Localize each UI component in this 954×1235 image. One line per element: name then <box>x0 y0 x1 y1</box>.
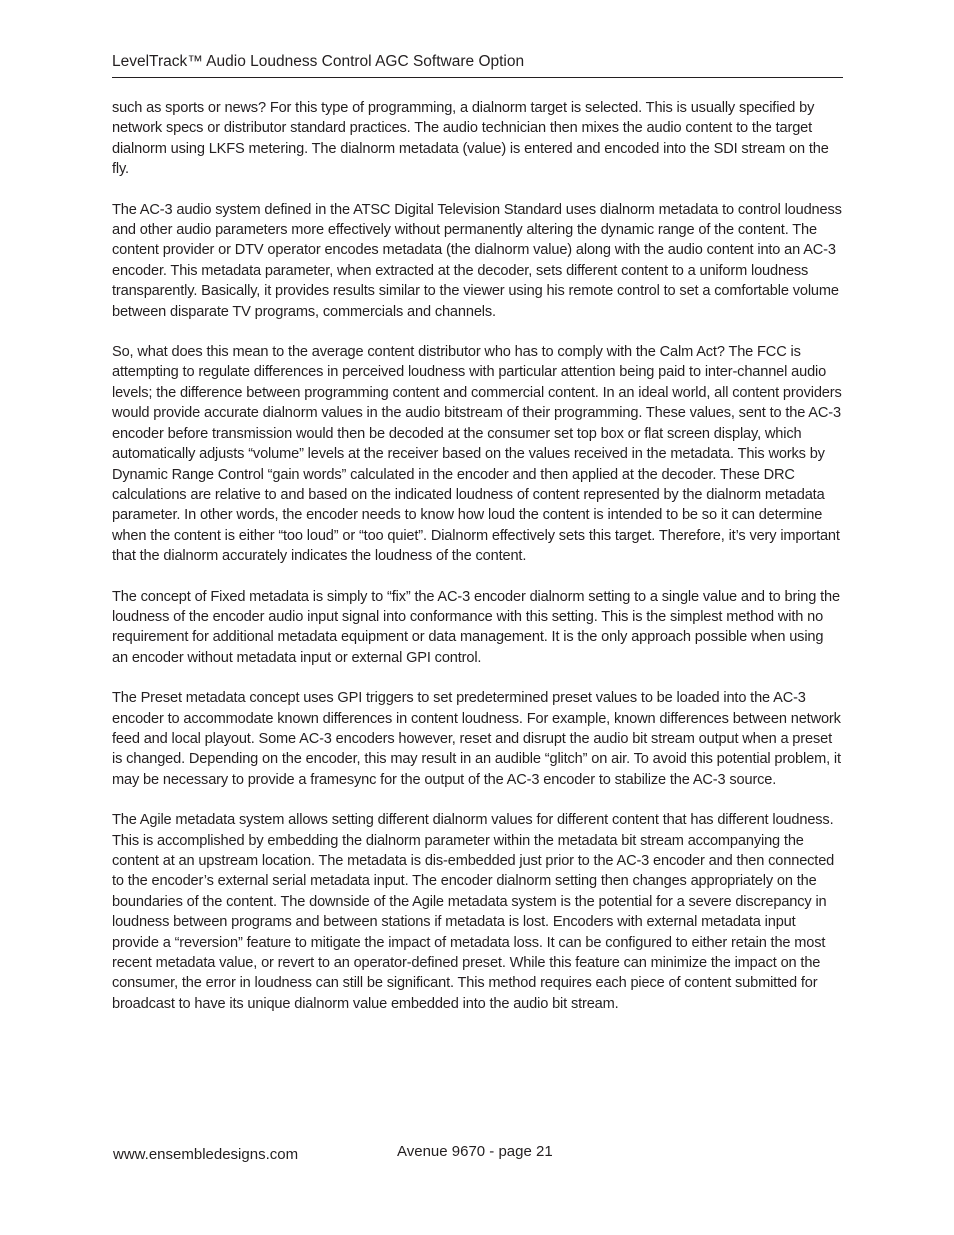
paragraph-ac3-system: The AC-3 audio system defined in the ATSC Digital Television Standard uses dialnorm metadata to control loudness and other audio parameters more effectively without permanently altering the dynamic range of the content. The content provider or DTV operator encodes metadata (the dialnorm value) along with the audio content into an AC-3 encoder. This metadata parameter, when extracted at the decoder, sets different content to a uniform loudness transparently. Basically, it provides results similar to the viewer using his remote control to set a comfortable volume between disparate TV programs, commercials and channels. <box>112 201 842 320</box>
page-header <box>112 51 843 78</box>
footer-page-number: Avenue 9670 - page 21 <box>397 1143 553 1160</box>
header-title: LevelTrack™ Audio Loudness Control AGC Software Option <box>112 53 525 70</box>
footer-website: www.ensembledesigns.com <box>113 1146 299 1163</box>
paragraph-agile-metadata: The Agile metadata system allows setting different dialnorm values for different content that has different loudness. This is accomplished by embedding the dialnorm parameter within the metadata bit stream accompanying the content at an upstream location. The metadata is dis-embedded just prior to the AC-3 encoder and then connected to the encoder’s external serial metadata input. The encoder dialnorm setting then changes appropriately on the boundaries of the content. The downside of the Agile metadata system is the potential for a severe discrepancy in loudness between programs and between stations if metadata is lost. Encoders with external metadata input provide a “reversion” feature to mitigate the impact of metadata loss. It can be configured to either retain the most recent metadata value, or revert to an operator-defined preset. While this feature can minimize the impact on the consumer, the error in loudness can still be significant. This method requires each piece of content submitted for broadcast to have its unique dialnorm value embedded into the audio bit stream. <box>112 812 835 1012</box>
paragraph-dialnorm-target: such as sports or news? For this type of programming, a dialnorm target is selected. This is usually specified by network specs or distributor standard practices. The audio technician then mixes the audio content to the target dialnorm using LKFS metering. The dialnorm metadata (value) is entered and encoded into the SDI stream on the fly. <box>112 100 829 178</box>
paragraph-calm-act: So, what does this mean to the average content distributor who has to comply with the Calm Act? The FCC is attempting to regulate differences in perceived loudness with particular attention being paid to inter-channel audio levels; the difference between programming content and commercial content. In an ideal world, all content providers would provide accurate dialnorm values in the audio bitstream of their programming. These values, sent to the AC-3 encoder before transmission would then be decoded at the consumer set top box or flat screen display, which automatically adjusts “volume” levels at the receiver based on the values received in the metadata. This works by Dynamic Range Control “gain words” calculated in the encoder and then applied at the decoder. These DRC calculations are relative to and based on the indicated loudness of content represented by the dialnorm metadata parameter. In other words, the encoder needs to know how loud the content is intended to be so it can determine when the content is either “too loud” or “too quiet”. Dialnorm effectively sets this target. Therefore, it’s very important that the dialnorm accurately indicates the loudness of the content. <box>112 344 842 565</box>
paragraph-preset-metadata: The Preset metadata concept uses GPI triggers to set predetermined preset values to be loaded into the AC-3 encoder to accommodate known differences in content loudness. For example, known differences between network feed and local playout. Some AC-3 encoders however, reset and disrupt the audio bit stream output when a preset is changed. Depending on the encoder, this may result in an audible “glitch” on air. To avoid this potential problem, it may be necessary to provide a framesync for the output of the AC-3 encoder to stabilize the AC-3 source. <box>112 690 841 788</box>
body-text <box>112 98 843 1034</box>
paragraph-fixed-metadata: The concept of Fixed metadata is simply to “fix” the AC-3 encoder dialnorm setting to a single value and to bring the loudness of the encoder audio input signal into conformance with this setting. This is the simplest method with no requirement for additional metadata equipment or data management. It is the only approach possible when using an encoder without metadata input or external GPI control. <box>112 588 840 666</box>
